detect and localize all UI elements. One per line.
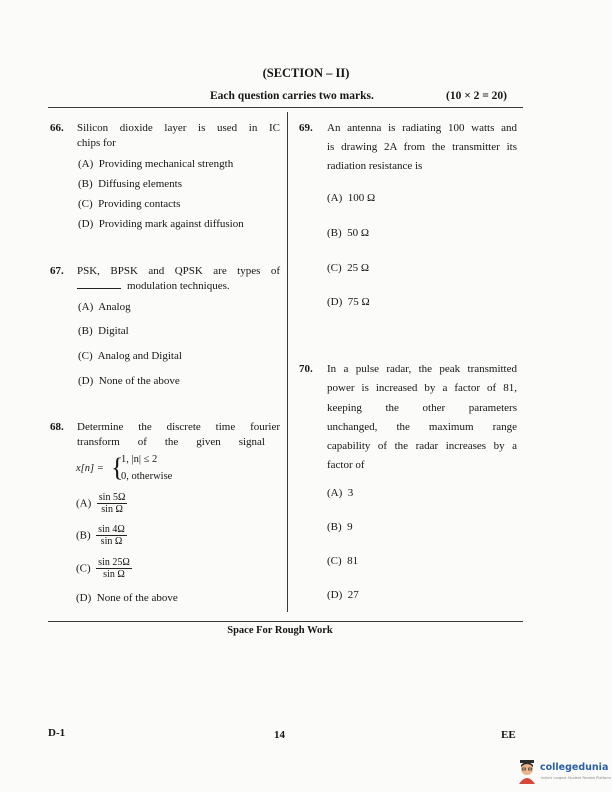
question-text: factor of bbox=[327, 459, 365, 472]
question-70 bbox=[299, 360, 517, 476]
header-rule bbox=[48, 107, 523, 108]
option-69-d[interactable]: (D) 75 Ω bbox=[327, 296, 370, 308]
question-67 bbox=[50, 264, 280, 294]
option-69-b[interactable]: (B) 50 Ω bbox=[327, 227, 370, 239]
question-text: transform of the given signal bbox=[77, 436, 265, 448]
question-text: capability of the radar increases by a bbox=[327, 440, 517, 453]
signal-case-1: 1, |n| ≤ 2 bbox=[121, 454, 158, 465]
paper-code: D-1 bbox=[48, 727, 66, 739]
option-66-a[interactable]: (A) Providing mechanical strength bbox=[78, 158, 234, 170]
question-text: modulation techniques. bbox=[127, 280, 230, 292]
signal-case-2: 0, otherwise bbox=[121, 471, 173, 482]
option-68-d[interactable]: (D) None of the above bbox=[76, 592, 178, 604]
rough-work-rule bbox=[48, 621, 523, 622]
subject-code: EE bbox=[501, 729, 516, 741]
rough-work-label: Space For Rough Work bbox=[227, 625, 333, 636]
question-text: keeping the other parameters bbox=[327, 401, 517, 414]
marks-total: (10 × 2 = 20) bbox=[446, 90, 508, 102]
option-67-c[interactable]: (C) Analog and Digital bbox=[78, 350, 182, 362]
question-68 bbox=[50, 420, 280, 450]
fill-blank bbox=[77, 279, 121, 289]
option-70-c[interactable]: (C) 81 bbox=[327, 555, 359, 567]
option-70-a[interactable]: (A) 3 bbox=[327, 487, 354, 499]
question-text: In a pulse radar, the peak transmitted bbox=[327, 363, 517, 375]
brace-symbol: { bbox=[111, 453, 124, 482]
question-66 bbox=[50, 121, 280, 151]
question-text: power is increased by a factor of 81, bbox=[327, 382, 517, 395]
page-number: 14 bbox=[274, 729, 285, 741]
option-70-d[interactable]: (D) 27 bbox=[327, 589, 359, 601]
option-67-a[interactable]: (A) Analog bbox=[78, 301, 131, 313]
question-text: radiation resistance is bbox=[327, 160, 423, 172]
option-70-b[interactable]: (B) 9 bbox=[327, 521, 353, 533]
column-divider bbox=[287, 112, 288, 612]
logo-tagline: India's Largest Student Review Platform bbox=[541, 776, 611, 780]
option-66-d[interactable]: (D) Providing mark against diffusion bbox=[78, 218, 244, 230]
student-avatar-icon bbox=[516, 758, 538, 784]
option-66-b[interactable]: (B) Diffusing elements bbox=[78, 178, 182, 190]
question-text: chips for bbox=[77, 137, 116, 149]
option-68-b[interactable]: (B) $\frac{\sin 4\Omega}{\text{sin Ω}}$ bbox=[76, 524, 125, 547]
question-text: is drawing 2A from the transmitter its bbox=[327, 141, 517, 153]
question-text: An antenna is radiating 100 watts and bbox=[327, 122, 517, 134]
option-67-d[interactable]: (D) None of the above bbox=[78, 375, 180, 387]
option-67-b[interactable]: (B) Digital bbox=[78, 325, 129, 337]
question-number: 69. bbox=[299, 122, 313, 134]
signal-lhs: x[n] = bbox=[76, 463, 104, 474]
collegedunia-logo bbox=[516, 752, 612, 792]
option-66-c[interactable]: (C) Providing contacts bbox=[78, 198, 181, 210]
question-69 bbox=[299, 121, 517, 174]
question-text: unchanged, the maximum range bbox=[327, 420, 517, 433]
marks-instruction: Each question carries two marks. bbox=[210, 90, 374, 102]
option-69-c[interactable]: (C) 25 Ω bbox=[327, 262, 370, 274]
question-text: Silicon dioxide layer is used in IC bbox=[77, 122, 280, 134]
question-text: PSK, BPSK and QPSK are types of bbox=[77, 265, 280, 277]
question-number: 67. bbox=[50, 265, 64, 277]
option-68-a[interactable]: (A) $\frac{\sin 5\Omega}{\text{sin Ω}}$ bbox=[76, 492, 126, 515]
option-69-a[interactable]: (A) 100 Ω bbox=[327, 192, 376, 204]
section-title: (SECTION – II) bbox=[262, 66, 350, 80]
question-number: 66. bbox=[50, 122, 64, 134]
question-number: 68. bbox=[50, 421, 64, 433]
option-68-c[interactable]: (C) $\frac{\sin 25\Omega}{\text{sin Ω}}$ bbox=[76, 557, 130, 580]
question-number: 70. bbox=[299, 363, 313, 375]
logo-name: collegedunia bbox=[540, 762, 609, 773]
question-text: Determine the discrete time fourier bbox=[77, 421, 280, 433]
